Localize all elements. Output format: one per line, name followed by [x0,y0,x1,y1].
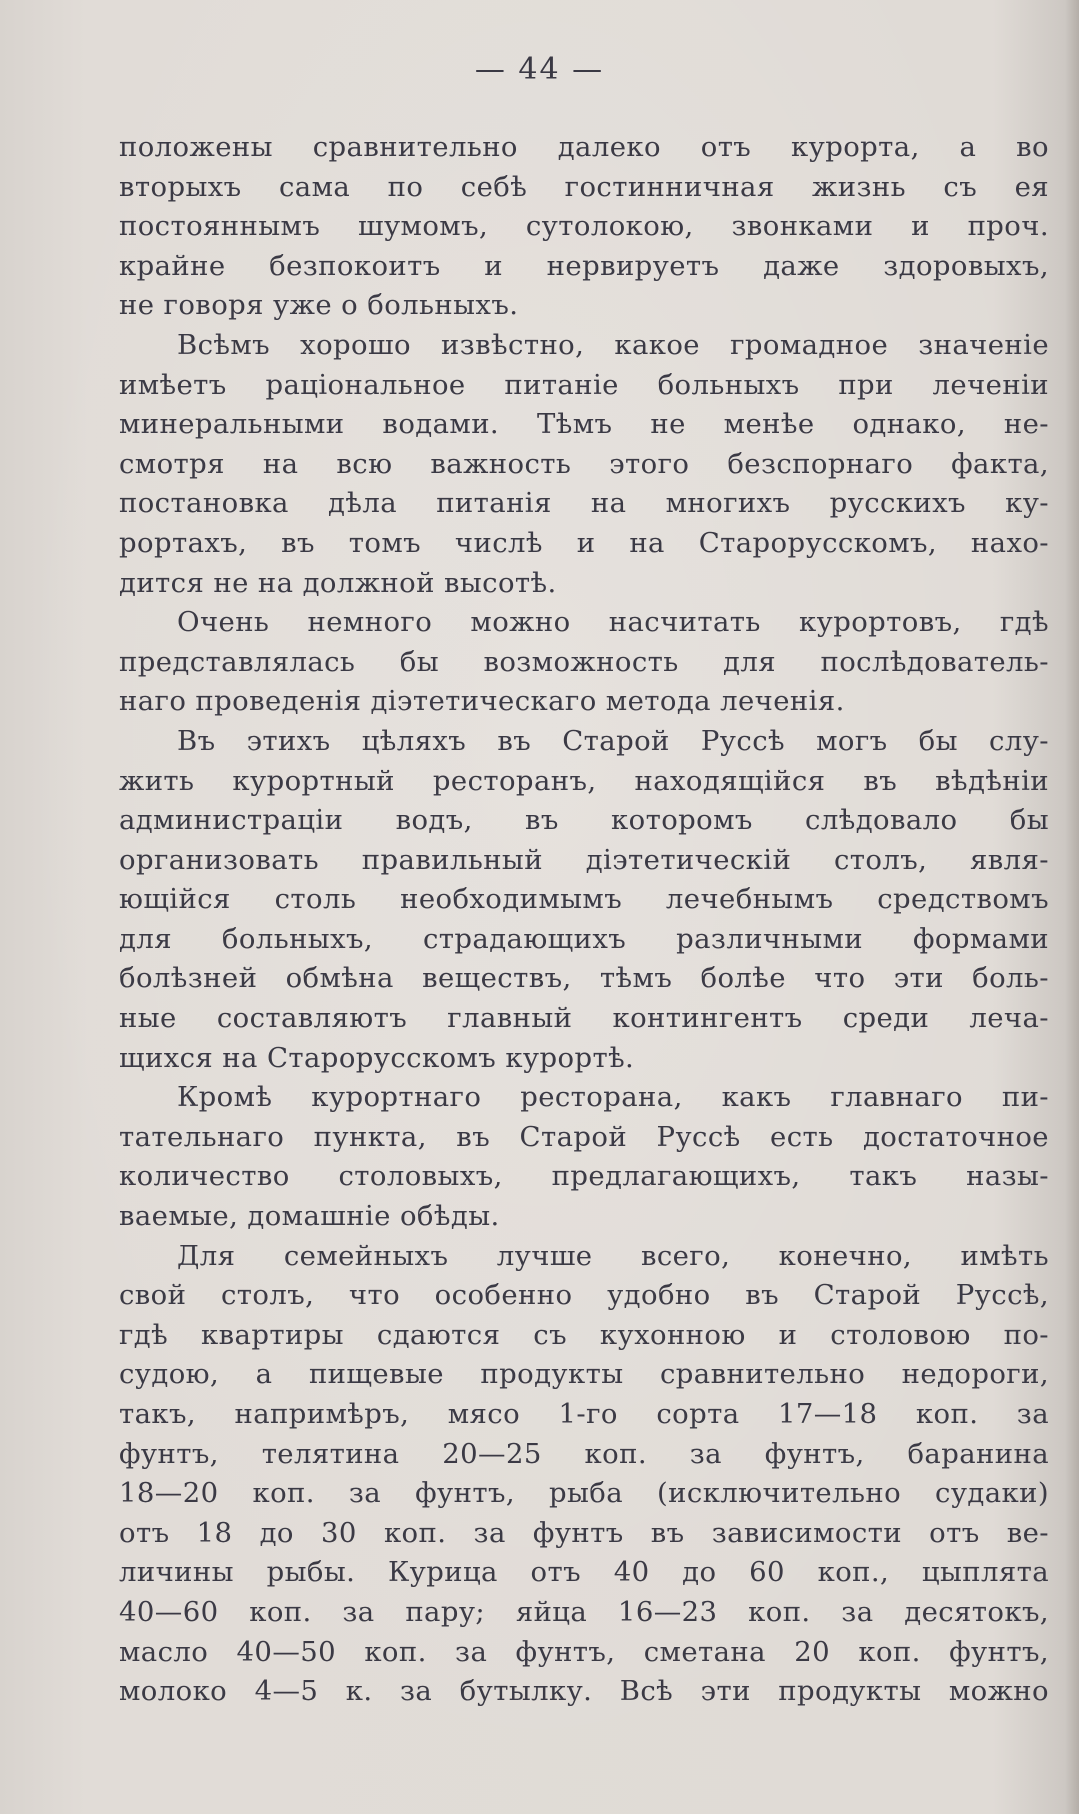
text-line: Для семейныхъ лучше всего, конечно, имѣть [177,1239,1049,1272]
page-number: — 44 — [474,52,605,87]
text-line: болѣзней обмѣна веществъ, тѣмъ болѣе что эти боль- [119,962,1049,995]
text-line: щихся на Старорусскомъ курортѣ. [119,1041,635,1074]
body-text [119,128,1049,1712]
page-edge-shadow [1065,0,1079,1814]
text-line: молоко 4—5 к. за бутылку. Всѣ эти продукты можно [119,1675,1049,1708]
text-line: Очень немного можно насчитать курортовъ, гдѣ [177,606,1049,639]
text-line: 40—60 коп. за пару; яйца 16—23 коп. за десятокъ, [119,1595,1049,1628]
text-line: дится не на должной высотѣ. [119,566,557,599]
text-line: вторыхъ сама по себѣ гостинничная жизнь съ ея [119,170,1049,203]
text-line: жить курортный ресторанъ, находящійся въ вѣдѣніи [119,764,1049,797]
text-line: имѣетъ раціональное питаніе больныхъ при леченіи [119,368,1049,401]
text-line: тательнаго пункта, въ Старой Руссѣ есть достаточное [119,1120,1049,1153]
text-line: для больныхъ, страдающихъ различными формами [119,922,1049,955]
text-line: постояннымъ шумомъ, сутолокою, звонками и проч. [119,210,1049,243]
text-line: количество столовыхъ, предлагающихъ, такъ назы- [119,1160,1049,1193]
text-line: масло 40—50 коп. за фунтъ, сметана 20 коп. фунтъ, [119,1635,1049,1668]
text-line: представлялась бы возможность для послѣдователь- [119,645,1049,678]
text-line: такъ, напримѣръ, мясо 1-го сорта 17—18 коп. за [119,1398,1049,1430]
text-line: личины рыбы. Курица отъ 40 до 60 коп., цыплята [119,1556,1049,1589]
text-line: фунтъ, телятина 20—25 коп. за фунтъ, баранина [119,1437,1049,1470]
text-line: Всѣмъ хорошо извѣстно, какое громадное значеніе [177,328,1049,361]
text-line: организовать правильный діэтетическій столъ, явля- [119,843,1049,876]
text-line: свой столъ, что особенно удобно въ Старой Руссѣ, [119,1279,1049,1312]
text-line: положены сравнительно далеко отъ курорта, а во [119,131,1049,163]
text-line: 18—20 коп. за фунтъ, рыба (исключительно судаки) [119,1477,1049,1510]
text-line: наго проведенія діэтетическаго метода леченія. [119,685,845,718]
text-line: судою, а пищевые продукты сравнительно недороги, [119,1358,1049,1391]
text-line: смотря на всю важность этого безспорнаго факта, [119,447,1049,480]
text-line: рортахъ, въ томъ числѣ и на Старорусскомъ, нахо- [119,526,1049,559]
text-line: крайне безпокоитъ и нервируетъ даже здоровыхъ, [119,249,1049,282]
text-line: ваемые, домашніе обѣды. [119,1200,500,1233]
text-line: ные составляютъ главный контингентъ среди леча- [119,1002,1049,1035]
text-line: гдѣ квартиры сдаются съ кухонною и столовою по- [119,1318,1049,1351]
text-line: минеральными водами. Тѣмъ не менѣе однако, не- [119,408,1049,441]
text-line: Въ этихъ цѣляхъ въ Старой Руссѣ могъ бы слу- [177,724,1049,757]
text-line: ющійся столь необходимымъ лечебнымъ средствомъ [119,883,1049,916]
text-line: не говоря уже о больныхъ. [119,289,519,322]
text-line: администраціи водъ, въ которомъ слѣдовало бы [119,804,1049,837]
text-line: Кромѣ курортнаго ресторана, какъ главнаго пи- [177,1081,1049,1114]
text-line: постановка дѣла питанія на многихъ русскихъ ку- [119,487,1049,520]
text-line: отъ 18 до 30 коп. за фунтъ въ зависимости отъ ве- [119,1516,1049,1549]
